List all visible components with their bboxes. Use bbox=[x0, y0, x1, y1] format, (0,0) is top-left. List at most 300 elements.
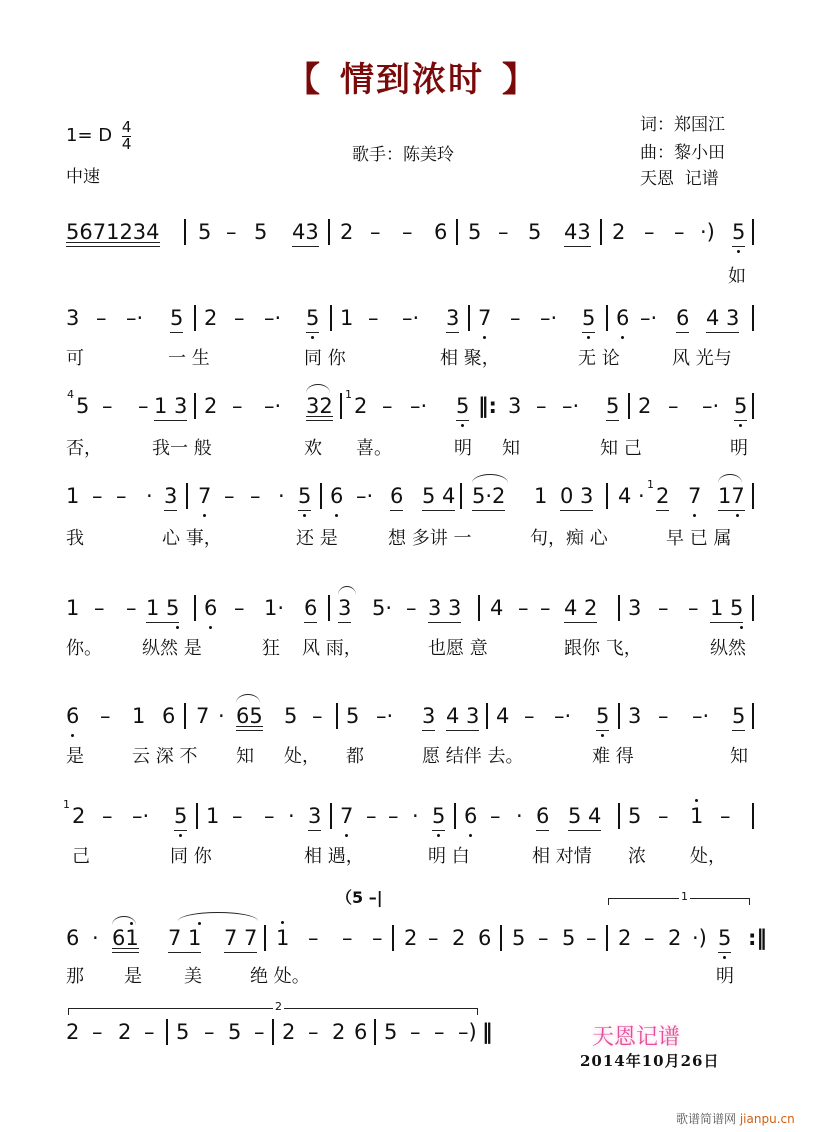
note: 4 bbox=[490, 596, 504, 620]
note: 6 bbox=[304, 596, 318, 620]
barline bbox=[606, 925, 608, 951]
note: 3 bbox=[446, 306, 460, 330]
grace-note: 1 bbox=[63, 798, 70, 811]
barline bbox=[194, 393, 196, 419]
lyric: 我一 般 bbox=[152, 438, 212, 459]
note: – bbox=[406, 596, 417, 620]
title-bracket-left: 【 bbox=[286, 60, 322, 100]
note: – bbox=[308, 926, 319, 950]
note: – bbox=[250, 484, 261, 508]
note: – bbox=[658, 704, 669, 728]
title-text: 情到浓时 bbox=[340, 60, 484, 100]
lyric: 无 论 bbox=[578, 348, 620, 369]
grace-note: 1 bbox=[345, 388, 352, 401]
note: 6 bbox=[478, 926, 492, 950]
barline bbox=[752, 483, 754, 509]
note: – bbox=[308, 1020, 319, 1044]
barline bbox=[184, 219, 186, 245]
barline bbox=[194, 305, 196, 331]
note: 2 bbox=[340, 220, 354, 244]
note: – bbox=[144, 1020, 155, 1044]
lyric: 那 bbox=[66, 966, 84, 987]
note: –· bbox=[562, 394, 580, 418]
barline bbox=[752, 803, 754, 829]
barline bbox=[478, 595, 480, 621]
lyric: 我 bbox=[66, 528, 84, 549]
note: ·) bbox=[692, 926, 707, 950]
note: 5 bbox=[228, 1020, 242, 1044]
lyric: 明 bbox=[454, 438, 472, 459]
lyric: 跟你 飞， bbox=[564, 638, 642, 659]
note: – bbox=[138, 394, 149, 418]
lyric: 明 bbox=[716, 966, 734, 987]
time-signature: $\frac{4}{4}$ bbox=[121, 118, 132, 153]
note: – bbox=[518, 596, 529, 620]
barline bbox=[752, 703, 754, 729]
barline bbox=[468, 305, 470, 331]
note: 2 bbox=[618, 926, 632, 950]
note: 3 bbox=[508, 394, 522, 418]
note: 5· bbox=[372, 596, 393, 620]
note: – bbox=[644, 220, 655, 244]
lyric: 处， bbox=[284, 746, 320, 767]
note: 2 bbox=[332, 1020, 346, 1044]
note: 6 bbox=[464, 804, 478, 828]
lyric: 相 遇， bbox=[304, 846, 364, 867]
note: 5 4 bbox=[422, 484, 456, 508]
lyric: 纵然 是 bbox=[142, 638, 202, 659]
note: 1 bbox=[534, 484, 548, 508]
note: 5 bbox=[732, 220, 746, 244]
note: 1· bbox=[264, 596, 285, 620]
barline bbox=[194, 595, 196, 621]
note: – bbox=[92, 484, 103, 508]
note: – bbox=[234, 596, 245, 620]
note: 3 bbox=[628, 704, 642, 728]
note: 3 bbox=[628, 596, 642, 620]
barline bbox=[486, 703, 488, 729]
note: 1 bbox=[66, 596, 80, 620]
barline bbox=[454, 803, 456, 829]
barline bbox=[618, 803, 620, 829]
note: 3 bbox=[422, 704, 436, 728]
grace-note: 4 bbox=[67, 388, 74, 401]
lyric: 知 bbox=[730, 746, 748, 767]
note: –· bbox=[356, 484, 374, 508]
note: – bbox=[226, 220, 237, 244]
lyric: 浓 bbox=[628, 846, 646, 867]
note: – bbox=[92, 1020, 103, 1044]
note: 5 bbox=[606, 394, 620, 418]
slur-arc bbox=[472, 474, 508, 483]
note: –· bbox=[640, 306, 658, 330]
note: 2 bbox=[282, 1020, 296, 1044]
note: 2 bbox=[452, 926, 466, 950]
note: 43 bbox=[292, 220, 319, 244]
note: – bbox=[668, 394, 679, 418]
lyric: 纵然 bbox=[710, 638, 746, 659]
site-credit bbox=[676, 1110, 795, 1127]
slur-arc bbox=[718, 474, 742, 483]
note: 1 5 bbox=[710, 596, 744, 620]
lyric: 喜。 bbox=[356, 438, 392, 459]
note: 1 3 bbox=[154, 394, 188, 418]
barline bbox=[328, 219, 330, 245]
note: – bbox=[402, 220, 413, 244]
note: · bbox=[412, 804, 419, 828]
note: 7 1 bbox=[168, 926, 202, 950]
note: –· bbox=[402, 306, 420, 330]
barline bbox=[184, 703, 186, 729]
barline bbox=[374, 1019, 376, 1045]
note: 6 bbox=[354, 1020, 368, 1044]
note: 6 bbox=[536, 804, 550, 828]
octave-dot bbox=[176, 626, 179, 629]
note: 5 bbox=[384, 1020, 398, 1044]
barline bbox=[392, 925, 394, 951]
note: – bbox=[372, 926, 383, 950]
note: 2 bbox=[656, 484, 670, 508]
barline bbox=[500, 925, 502, 951]
slur-arc bbox=[236, 694, 260, 703]
note: 5 bbox=[562, 926, 576, 950]
note: 17 bbox=[718, 484, 745, 508]
lyric: 处， bbox=[690, 846, 726, 867]
note: 3 bbox=[338, 596, 352, 620]
note: 5 bbox=[734, 394, 748, 418]
note: 5 bbox=[254, 220, 268, 244]
note: · bbox=[288, 804, 295, 828]
note: – bbox=[264, 804, 275, 828]
note: 1 bbox=[206, 804, 220, 828]
note: 6 bbox=[66, 704, 80, 728]
note: 5 bbox=[468, 220, 482, 244]
volta-bracket bbox=[608, 890, 750, 905]
octave-dot bbox=[198, 922, 201, 925]
note: 2 bbox=[404, 926, 418, 950]
note: 2 bbox=[354, 394, 368, 418]
note: – bbox=[644, 926, 655, 950]
key-text: 1= D bbox=[66, 125, 113, 146]
barline bbox=[618, 595, 620, 621]
note: 5 bbox=[76, 394, 90, 418]
note: 43 bbox=[564, 220, 591, 244]
watermark: 天恩记谱 bbox=[592, 1025, 681, 1050]
note: 5 bbox=[718, 926, 732, 950]
lyric: 绝 处。 bbox=[250, 966, 310, 987]
note: 5 bbox=[298, 484, 312, 508]
note: 5 bbox=[582, 306, 596, 330]
volta-label: 1 bbox=[681, 890, 688, 903]
note: 0 3 bbox=[560, 484, 594, 508]
note: –· bbox=[702, 394, 720, 418]
note: 7 bbox=[478, 306, 492, 330]
barline bbox=[752, 393, 754, 419]
barline bbox=[606, 305, 608, 331]
note: 5 4 bbox=[568, 804, 602, 828]
note: 2 bbox=[612, 220, 626, 244]
lyric: 一 生 bbox=[168, 348, 210, 369]
lyric: 狂 bbox=[262, 638, 280, 659]
note: –· bbox=[540, 306, 558, 330]
lyric: 也愿 意 bbox=[428, 638, 488, 659]
site-name: 歌谱简谱网 bbox=[676, 1112, 737, 1126]
note: 1 5 bbox=[146, 596, 180, 620]
note: 4 3 bbox=[706, 306, 740, 330]
note: 6 bbox=[66, 926, 80, 950]
lyric: 难 得 bbox=[592, 746, 634, 767]
lyric: 是 bbox=[124, 966, 142, 987]
barline bbox=[752, 219, 754, 245]
lyric: 相 聚， bbox=[440, 348, 500, 369]
lyric: 还 是 bbox=[296, 528, 338, 549]
note: –· bbox=[410, 394, 428, 418]
note: 2 bbox=[72, 804, 86, 828]
barline bbox=[752, 305, 754, 331]
note: – bbox=[342, 926, 353, 950]
note: 6 bbox=[330, 484, 344, 508]
site-domain: jianpu.cn bbox=[739, 1112, 795, 1126]
note: 5 bbox=[512, 926, 526, 950]
repeat-sign: ‖ bbox=[482, 1020, 493, 1044]
note: – bbox=[312, 704, 323, 728]
note: · bbox=[278, 484, 285, 508]
lyric: 明 白 bbox=[428, 846, 470, 867]
lyric: 如 bbox=[728, 266, 746, 287]
note: 1 bbox=[276, 926, 290, 950]
barline bbox=[600, 219, 602, 245]
lyric: 都 bbox=[346, 746, 364, 767]
lyric: 知 己 bbox=[600, 438, 642, 459]
barline bbox=[186, 483, 188, 509]
note: 5·2 bbox=[472, 484, 506, 508]
note: 3 bbox=[66, 306, 80, 330]
note: 7 bbox=[198, 484, 212, 508]
note: –· bbox=[692, 704, 710, 728]
note: –· bbox=[126, 306, 144, 330]
lyric: 你。 bbox=[66, 638, 102, 659]
key-signature bbox=[66, 120, 131, 152]
note: 5 bbox=[432, 804, 446, 828]
composer: 曲：黎小田 bbox=[640, 143, 725, 163]
note: – bbox=[434, 1020, 445, 1044]
note: 7 7 bbox=[224, 926, 258, 950]
note: 65 bbox=[236, 704, 263, 728]
note: · bbox=[92, 926, 99, 950]
octave-dot bbox=[740, 626, 743, 629]
note: 7 bbox=[688, 484, 702, 508]
note: – bbox=[366, 804, 377, 828]
note: 6 bbox=[162, 704, 176, 728]
note: – bbox=[538, 926, 549, 950]
lyric: 同 你 bbox=[304, 348, 346, 369]
volta-bracket bbox=[68, 1000, 478, 1015]
repeat-sign: ‖: bbox=[478, 394, 497, 418]
lyric: 想 多讲 一 bbox=[388, 528, 472, 549]
barline bbox=[328, 595, 330, 621]
note: – bbox=[224, 484, 235, 508]
note: 4 3 bbox=[446, 704, 480, 728]
note: – bbox=[382, 394, 393, 418]
note: 2 bbox=[66, 1020, 80, 1044]
title-bracket-right: 】 bbox=[502, 60, 538, 100]
note: – bbox=[232, 394, 243, 418]
lyric: 句，痴 心 bbox=[530, 528, 608, 549]
barline bbox=[618, 703, 620, 729]
note: –· bbox=[132, 804, 150, 828]
lyric: 知 bbox=[502, 438, 520, 459]
note: – bbox=[540, 596, 551, 620]
note: – bbox=[368, 306, 379, 330]
lyric: 己 bbox=[72, 846, 90, 867]
note: 7 bbox=[340, 804, 354, 828]
lyric: 欢 bbox=[304, 438, 322, 459]
note: – bbox=[254, 1020, 265, 1044]
note: 2 bbox=[204, 394, 218, 418]
note: 6 bbox=[390, 484, 404, 508]
note: 6 bbox=[616, 306, 630, 330]
note: – bbox=[524, 704, 535, 728]
note: 5671234 bbox=[66, 220, 160, 244]
note: · bbox=[218, 704, 225, 728]
note: 1 bbox=[66, 484, 80, 508]
note: – bbox=[100, 704, 111, 728]
note: 61 bbox=[112, 926, 139, 950]
note: –· bbox=[264, 394, 282, 418]
barline bbox=[606, 483, 608, 509]
note: · bbox=[146, 484, 153, 508]
lyric: 相 对情 bbox=[532, 846, 592, 867]
lyric: 心 事， bbox=[162, 528, 222, 549]
singer: 歌手：陈美玲 bbox=[352, 145, 454, 165]
lyric: 否， bbox=[66, 438, 102, 459]
note: 5 bbox=[198, 220, 212, 244]
note: 7 bbox=[196, 704, 210, 728]
note: 5 bbox=[176, 1020, 190, 1044]
note: 5 bbox=[732, 704, 746, 728]
barline bbox=[336, 703, 338, 729]
tempo: 中速 bbox=[66, 167, 100, 187]
barline bbox=[166, 1019, 168, 1045]
note: – bbox=[674, 220, 685, 244]
note: 5 bbox=[170, 306, 184, 330]
note: 3 bbox=[308, 804, 322, 828]
barline bbox=[460, 483, 462, 509]
note: 2 bbox=[638, 394, 652, 418]
grace-note: 1 bbox=[647, 478, 654, 491]
note: – bbox=[232, 804, 243, 828]
barline bbox=[272, 1019, 274, 1045]
note: 3 3 bbox=[428, 596, 462, 620]
note: – bbox=[536, 394, 547, 418]
note: – bbox=[428, 926, 439, 950]
note: – bbox=[234, 306, 245, 330]
lyric: 同 你 bbox=[170, 846, 212, 867]
note: 5 bbox=[284, 704, 298, 728]
note: – bbox=[116, 484, 127, 508]
note: 5 bbox=[596, 704, 610, 728]
lyric: 风 雨， bbox=[302, 638, 362, 659]
barline bbox=[628, 393, 630, 419]
lyricist: 词：郑国江 bbox=[640, 115, 725, 135]
lyric: 知 bbox=[236, 746, 254, 767]
note: 5 bbox=[456, 394, 470, 418]
octave-dot bbox=[736, 514, 739, 517]
note: 6 bbox=[204, 596, 218, 620]
note: – bbox=[126, 596, 137, 620]
note: – bbox=[586, 926, 597, 950]
octave-dot bbox=[130, 922, 133, 925]
note: 5 bbox=[306, 306, 320, 330]
note: –· bbox=[554, 704, 572, 728]
lyric: 可 bbox=[66, 348, 84, 369]
note: 6 bbox=[676, 306, 690, 330]
note: – bbox=[96, 306, 107, 330]
note: 2 bbox=[118, 1020, 132, 1044]
note: 32 bbox=[306, 394, 333, 418]
note: – bbox=[102, 394, 113, 418]
note: 5 bbox=[628, 804, 642, 828]
note: 5 bbox=[528, 220, 542, 244]
note: – bbox=[204, 1020, 215, 1044]
note: 2 bbox=[668, 926, 682, 950]
note: – bbox=[410, 1020, 421, 1044]
note: – bbox=[658, 596, 669, 620]
note: – bbox=[720, 804, 731, 828]
note: –· bbox=[376, 704, 394, 728]
lyric: 愿 结伴 去。 bbox=[422, 746, 524, 767]
note: 4 2 bbox=[564, 596, 598, 620]
barline bbox=[330, 305, 332, 331]
note: ·) bbox=[700, 220, 715, 244]
lyric: 美 bbox=[184, 966, 202, 987]
note: 5 bbox=[174, 804, 188, 828]
slur-arc bbox=[338, 586, 356, 595]
note: – bbox=[658, 804, 669, 828]
lyric: 是 bbox=[66, 746, 84, 767]
note: – bbox=[94, 596, 105, 620]
barline bbox=[196, 803, 198, 829]
transcriber: 天恩 记谱 bbox=[640, 169, 719, 189]
note: – bbox=[510, 306, 521, 330]
note: – bbox=[688, 596, 699, 620]
repeat-sign: :‖ bbox=[748, 926, 767, 950]
barline bbox=[320, 483, 322, 509]
lyric: 风 光与 bbox=[672, 348, 732, 369]
note: – bbox=[498, 220, 509, 244]
lyric: 云 深 不 bbox=[132, 746, 198, 767]
note: 3 bbox=[164, 484, 178, 508]
barline bbox=[264, 925, 266, 951]
lyric: 早 已 属 bbox=[666, 528, 732, 549]
note: 1 bbox=[340, 306, 354, 330]
slur-arc bbox=[178, 912, 258, 921]
barline bbox=[456, 219, 458, 245]
song-title bbox=[0, 52, 824, 101]
note: – bbox=[102, 804, 113, 828]
note: –) bbox=[458, 1020, 477, 1044]
note: – bbox=[490, 804, 501, 828]
note: – bbox=[388, 804, 399, 828]
note: 4 · bbox=[618, 484, 645, 508]
note: 6 bbox=[434, 220, 448, 244]
note: 5 bbox=[346, 704, 360, 728]
note: –· bbox=[264, 306, 282, 330]
volta-label: 2 bbox=[275, 1000, 282, 1013]
barline bbox=[330, 803, 332, 829]
note: – bbox=[370, 220, 381, 244]
note: 4 bbox=[496, 704, 510, 728]
